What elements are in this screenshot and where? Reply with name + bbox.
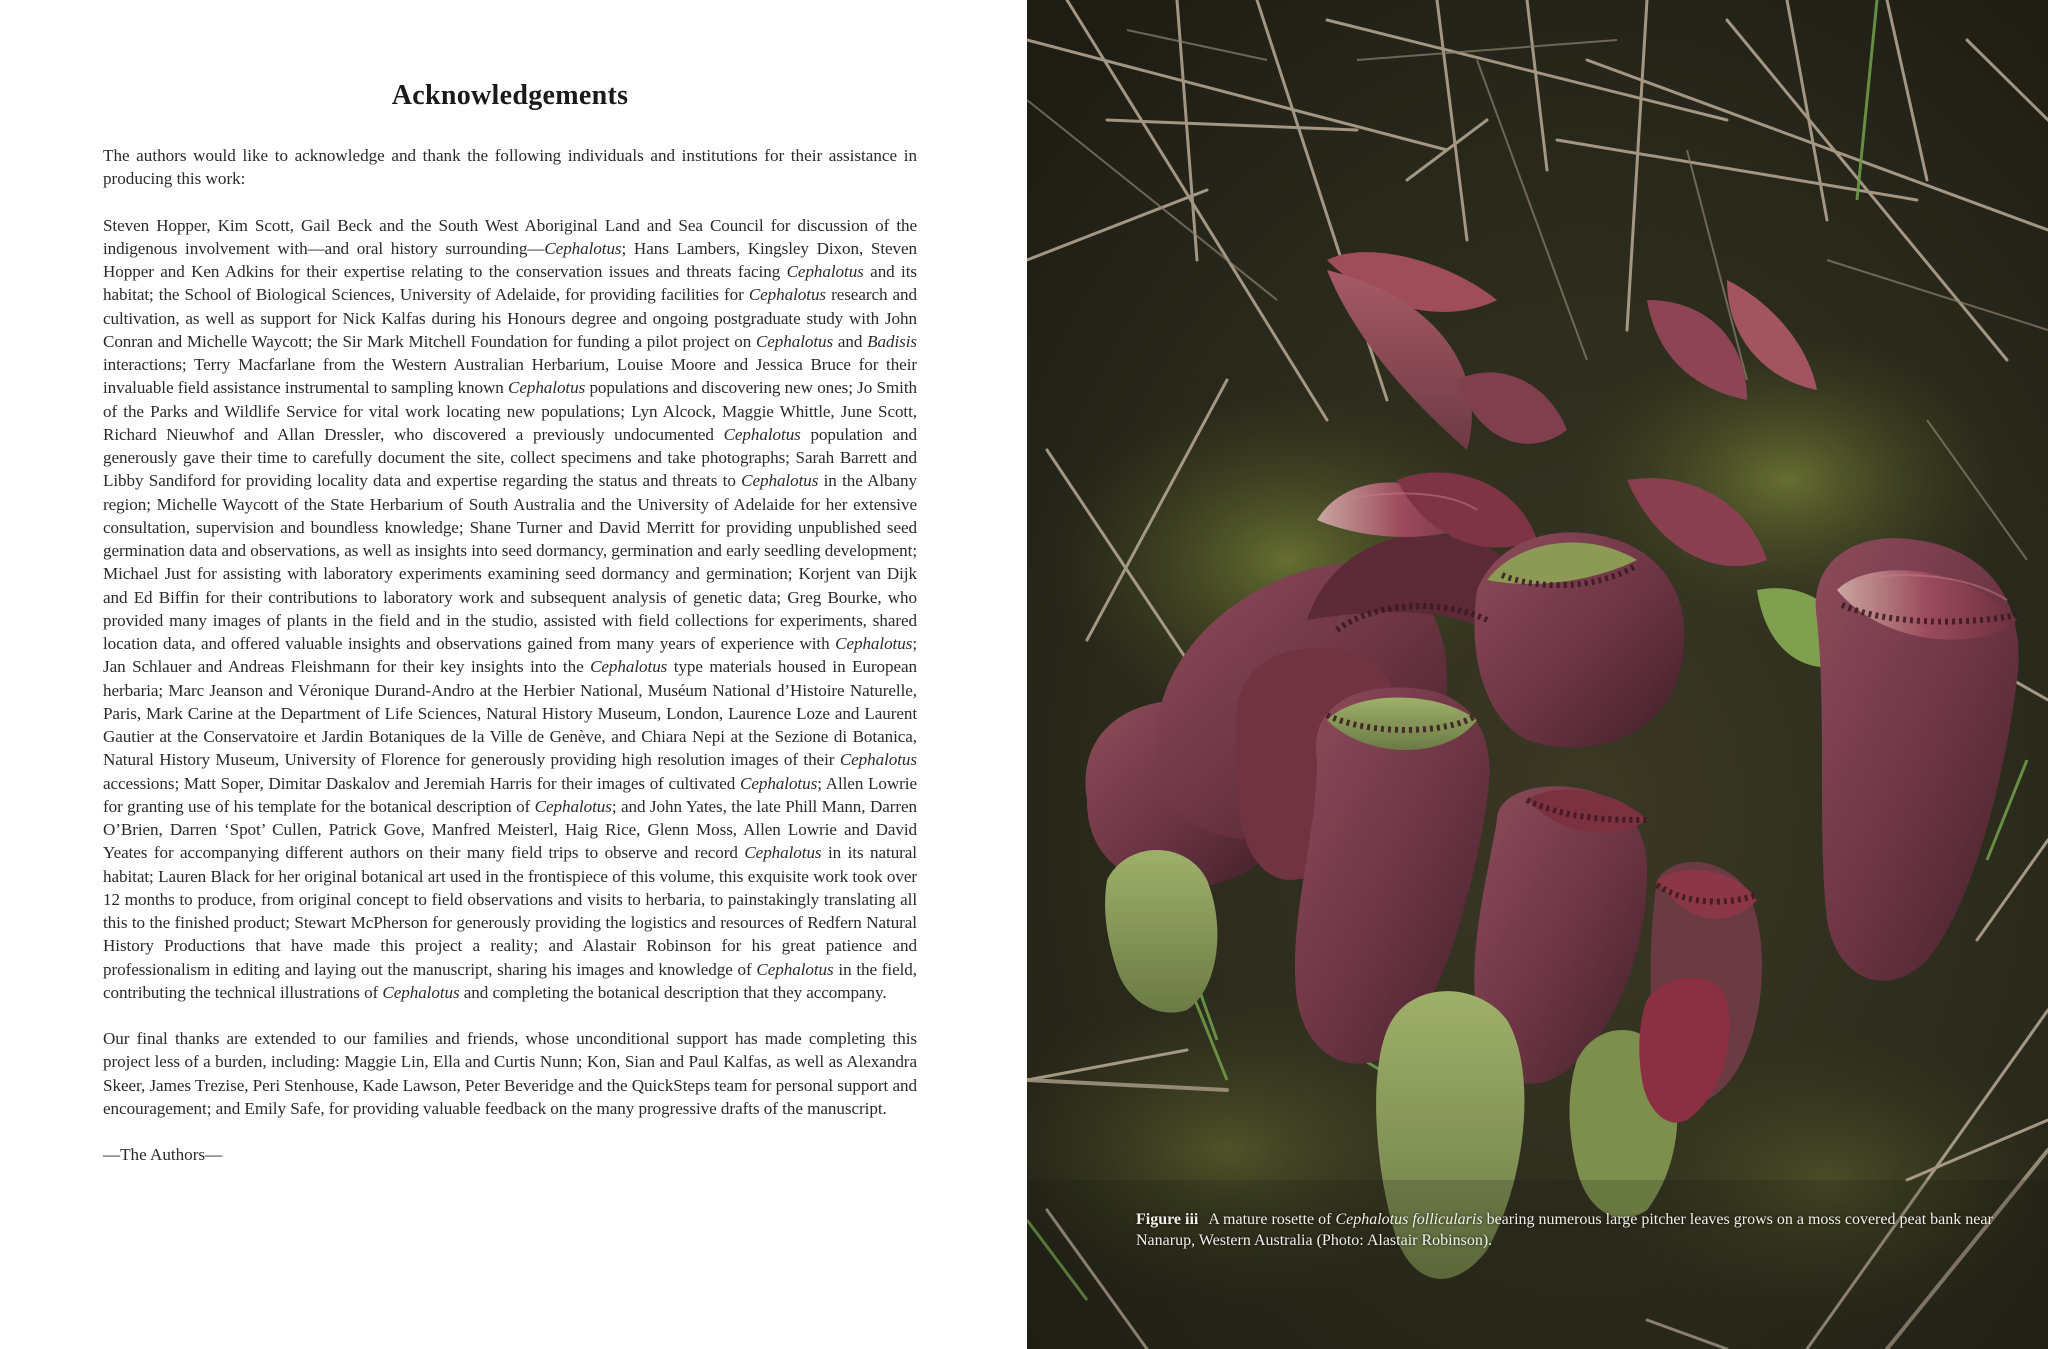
caption-text-before: A mature rosette of xyxy=(1208,1211,1336,1228)
caption-species: Cephalotus follicularis xyxy=(1335,1211,1483,1228)
species-name-italic: Cephalotus xyxy=(755,331,834,351)
species-name-italic: Cephalotus xyxy=(508,378,586,398)
species-name-italic: Cephalotus xyxy=(839,750,917,770)
species-name-italic: Cephalotus xyxy=(740,773,818,793)
species-name-italic: Cephalotus xyxy=(534,796,612,816)
final-thanks-paragraph: Our final thanks are extended to our families and friends, whose unconditional support has made completing this project less of a burden, including: Maggie Lin, Ella and Curtis Nunn; Kon, Sian and Paul Kalfas, as well as Alexandra Skeer, James Trezise, Peri Stenhouse, Kade Lawson, Peter Beveridge and the QuickSteps team for personal support and encouragement; and Emily Safe, for providing valuable feedback on the many progressive drafts of the manuscript. xyxy=(103,1029,917,1118)
species-name-italic: Cephalotus xyxy=(382,982,460,1002)
acknowledgement-text: type materials housed in European herbaria; Marc Jeanson and Véronique Durand-Andro at the Herbier National, Muséum National d’Histoire Naturelle, Paris, Mark Carine at the Department of Life Sciences, Natural History Museum, London, Laurence Loze and Laurent Gautier at the Conservatoire et Jardin Botaniques de la Ville de Genève, and Chiara Nepi at the Sezione di Botanica, Natural History Museum, University of Florence for generously providing high resolution images of their xyxy=(103,657,917,770)
acknowledgement-text: and xyxy=(833,331,868,351)
page-title: Acknowledgements xyxy=(391,80,629,111)
body-text xyxy=(103,144,917,1189)
right-page xyxy=(1027,0,2048,1349)
acknowledgement-text: ; Allen Lowrie for granting use of his template for the botanical description of xyxy=(103,773,917,816)
signature: —The Authors— xyxy=(103,1145,223,1164)
cephalotus-photo xyxy=(1027,0,2048,1349)
acknowledgement-text: in its natural habitat; Lauren Black for her original botanical art used in the frontispiece of this volume, this exquisite work took over 12 months to produce, from original concept to field observations and visits to herbaria, to painstakingly translating all this to the finished product; Stewart McPherson for generously providing the logistics and resources of Redfern Natural History Productions that have made this project a reality; and Alastair Robinson for his great patience and professionalism in editing and laying out the manuscript, sharing his images and knowledge of xyxy=(103,843,917,979)
acknowledgement-text: in the Albany region; Michelle Waycott of the State Herbarium of South Australia and the University of Adelaide for her extensive consultation, supervision and boundless knowledge; Shane Turner and David Merritt for providing unpublished seed germination data and observations, as well as insights into seed dormancy, germination and early seedling development; Michael Just for assisting with laboratory experiments examining seed dormancy and germination; Korjent van Dijk and Ed Biffin for their contributions to laboratory work and subsequent analysis of genetic data; Greg Bourke, who provided many images of plants in the field and in the studio, assisted with field collections for experiments, shared location data, and offered valuable insights and observations gained from many years of experience with xyxy=(103,471,917,653)
species-name-italic: Cephalotus xyxy=(723,424,801,444)
acknowledgement-text: populations and discovering new ones; Jo Smith of the Parks and Wildlife Service for vital work locating new populations; Lyn Alcock, Maggie Whittle, June Scott, Richard Nieuwhof and Allan Dressler, who discovered a previously undocumented xyxy=(103,378,917,444)
acknowledgement-text: and its habitat; the School of Biological Sciences, University of Adelaide, for providing facilities for xyxy=(103,262,917,305)
species-name-italic: Cephalotus xyxy=(544,238,622,258)
acknowledgement-text: ; Jan Schlauer and Andreas Fleishmann for their key insights into the xyxy=(103,634,917,677)
acknowledgement-text: ; and John Yates, the late Phill Mann, Darren O’Brien, Darren ‘Spot’ Cullen, Patrick Gove, Manfred Meisterl, Haig Rice, Glenn Moss, Allen Lowrie and David Yeates for accompanying different authors on their many field trips to observe and record xyxy=(103,796,917,863)
species-name-italic: Cephalotus xyxy=(748,285,827,305)
caption-text-after: bearing numerous large pitcher leaves grows on a moss covered peat bank near Nanarup, Western Australia (Photo: Alastair Robinson). xyxy=(1136,1211,1993,1249)
species-name-italic: Badisis xyxy=(867,331,917,351)
species-name-italic: Cephalotus xyxy=(744,843,822,863)
acknowledgement-text: interactions; Terry Macfarlane from the Western Australian Herbarium, Louise Moore and Jessica Bruce for their invaluable field assistance instrumental to sampling known xyxy=(103,355,917,398)
acknowledgement-text: accessions; Matt Soper, Dimitar Daskalov and Jeremiah Harris for their images of cultivated xyxy=(103,773,740,793)
acknowledgement-text: Steven Hopper, Kim Scott, Gail Beck and the South West Aboriginal Land and Sea Council for discussion of the indigenous involvement with—and oral history surrounding— xyxy=(103,215,917,258)
species-name-italic: Cephalotus xyxy=(786,262,864,281)
acknowledgement-text: in the field, contributing the technical illustrations of xyxy=(103,959,917,1002)
figure-caption xyxy=(1136,1209,1996,1251)
acknowledgement-text: population and generously gave their time to carefully document the site, collect specimens and take photographs; Sarah Barrett and Libby Sandiford for providing locality data and expertise regarding the status and threats to xyxy=(103,424,917,491)
species-name-italic: Cephalotus xyxy=(756,959,834,979)
acknowledgement-text: ; Hans Lambers, Kingsley Dixon, Steven Hopper and Ken Adkins for their expertise relating to the conservation issues and threats facing xyxy=(103,238,918,281)
species-name-italic: Cephalotus xyxy=(590,657,668,677)
figure-label: Figure iii xyxy=(1136,1211,1199,1228)
acknowledgement-text: and completing the botanical description that they accompany. xyxy=(459,982,887,1002)
intro-paragraph: The authors would like to acknowledge and thank the following individuals and institutions for their assistance in producing this work: xyxy=(103,146,917,189)
species-name-italic: Cephalotus xyxy=(835,634,913,653)
acknowledgements-paragraph xyxy=(103,214,917,1005)
acknowledgement-text: research and cultivation, as well as support for Nick Kalfas during his Honours degree and ongoing postgraduate study with John Conran and Michelle Waycott; the Sir Mark Mitchell Foundation for funding a pilot project on xyxy=(103,285,918,351)
species-name-italic: Cephalotus xyxy=(741,471,819,491)
